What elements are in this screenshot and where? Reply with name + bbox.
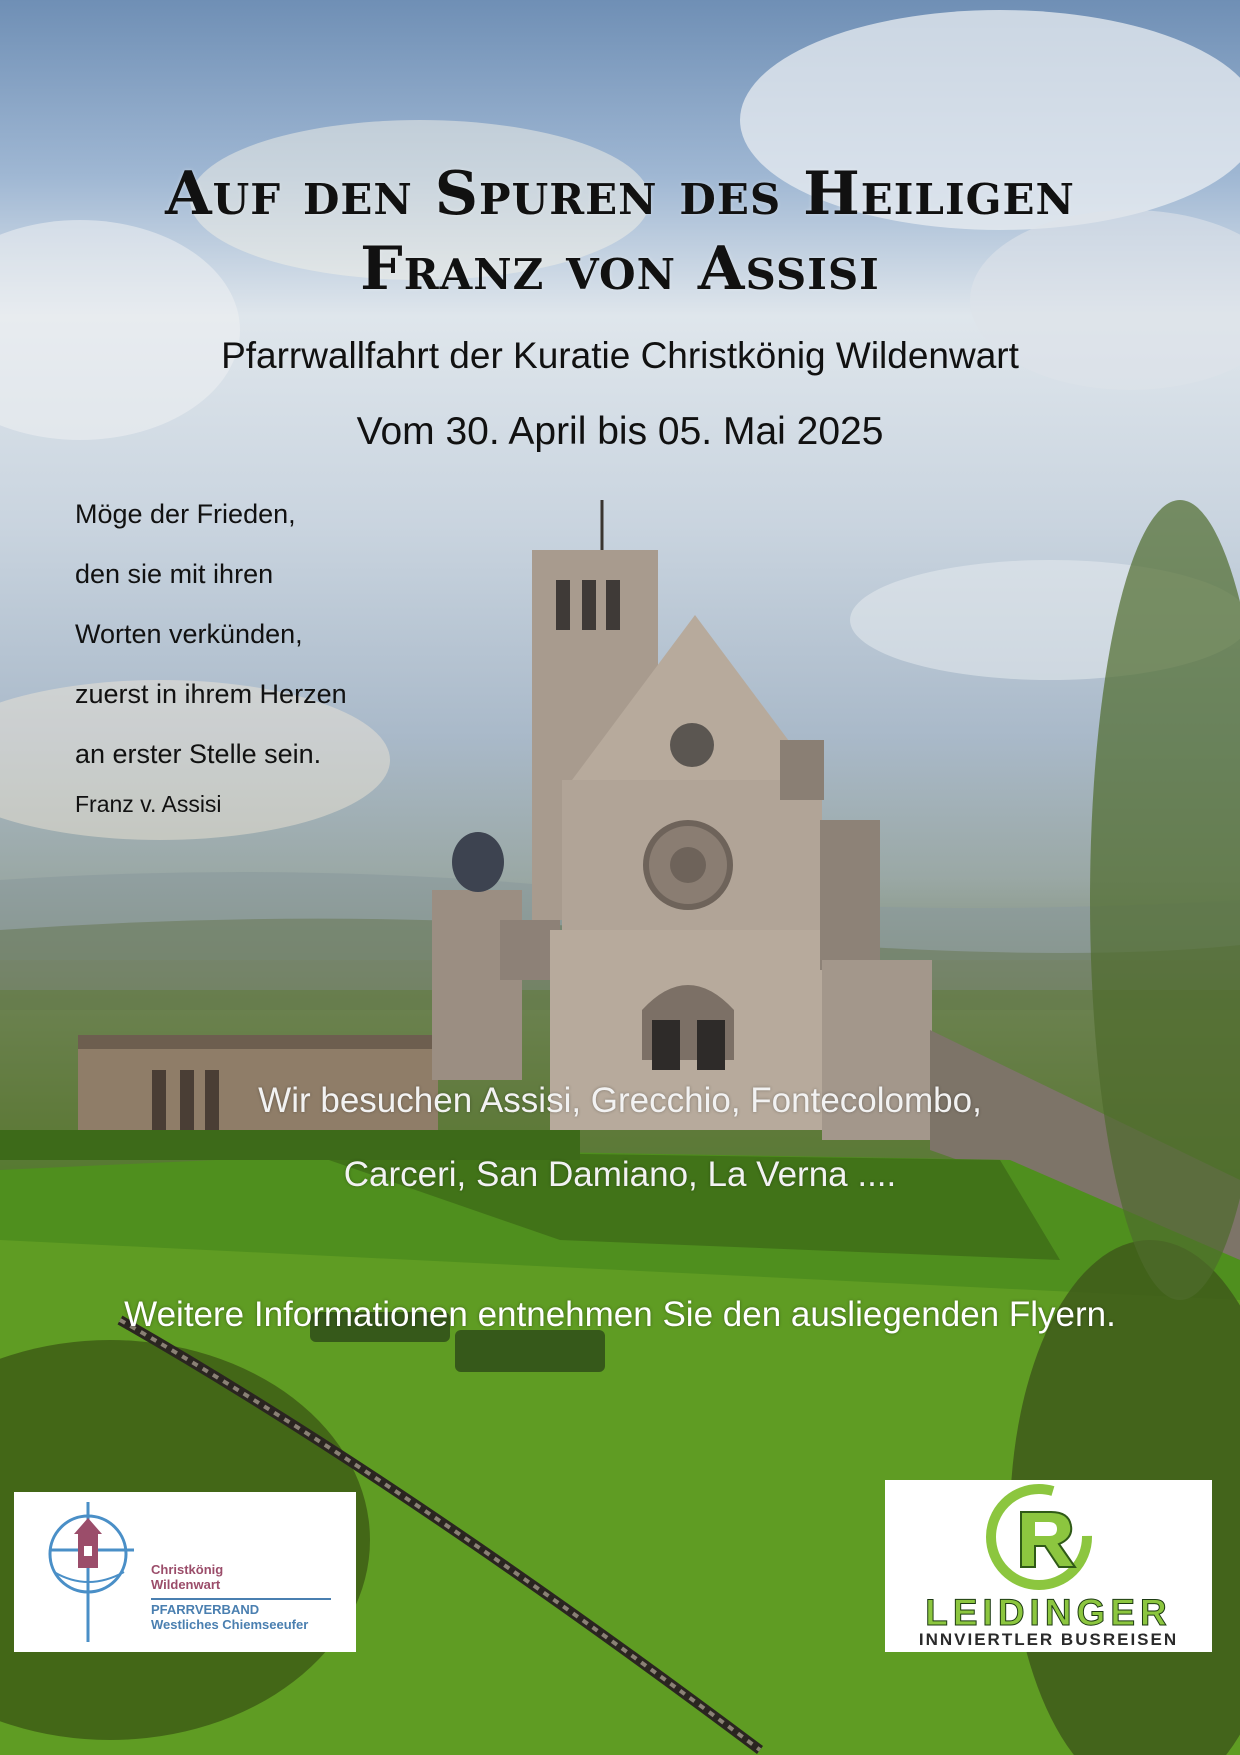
- parish-emblem-icon: [44, 1492, 164, 1652]
- leidinger-emblem-icon: [979, 1482, 1119, 1592]
- bus-company-tagline: INNVIERTLER BUSREISEN: [918, 1630, 1179, 1649]
- bus-company-name: LEIDINGER: [925, 1592, 1172, 1633]
- parish-name-line-1: Christkönig: [151, 1562, 224, 1577]
- parish-logo: [14, 1492, 356, 1652]
- parish-org-line-1: PFARRVERBAND: [151, 1602, 260, 1617]
- quote-author: Franz v. Assisi: [75, 791, 222, 817]
- parish-name-line-2: Wildenwart: [151, 1577, 221, 1592]
- visits-line-1: Wir besuchen Assisi, Grecchio, Fontecolombo,: [258, 1081, 982, 1120]
- subtitle: Pfarrwallfahrt der Kuratie Christkönig Wildenwart: [221, 335, 1019, 376]
- quote-line: zuerst in ihrem Herzen: [75, 679, 347, 709]
- parish-org-line-2: Westliches Chiemseeufer: [151, 1617, 309, 1632]
- divider: [151, 1598, 331, 1600]
- date-range: Vom 30. April bis 05. Mai 2025: [356, 410, 884, 453]
- title-line-2: Franz von Assisi: [360, 234, 880, 304]
- parish-org: [151, 1602, 308, 1632]
- visits-line-2: Carceri, San Damiano, La Verna ....: [343, 1155, 897, 1194]
- bus-company-logo: [885, 1480, 1212, 1652]
- title-line-1: Auf den Spuren des Heiligen: [165, 159, 1075, 229]
- quote-line: Möge der Frieden,: [75, 499, 296, 529]
- parish-name: [151, 1562, 223, 1592]
- quote-line: an erster Stelle sein.: [75, 739, 322, 769]
- quote-line: den sie mit ihren: [75, 559, 274, 589]
- quote-block: [75, 484, 347, 824]
- quote-line: Worten verkünden,: [75, 619, 303, 649]
- info-text: Weitere Informationen entnehmen Sie den ausliegenden Flyern.: [124, 1295, 1116, 1334]
